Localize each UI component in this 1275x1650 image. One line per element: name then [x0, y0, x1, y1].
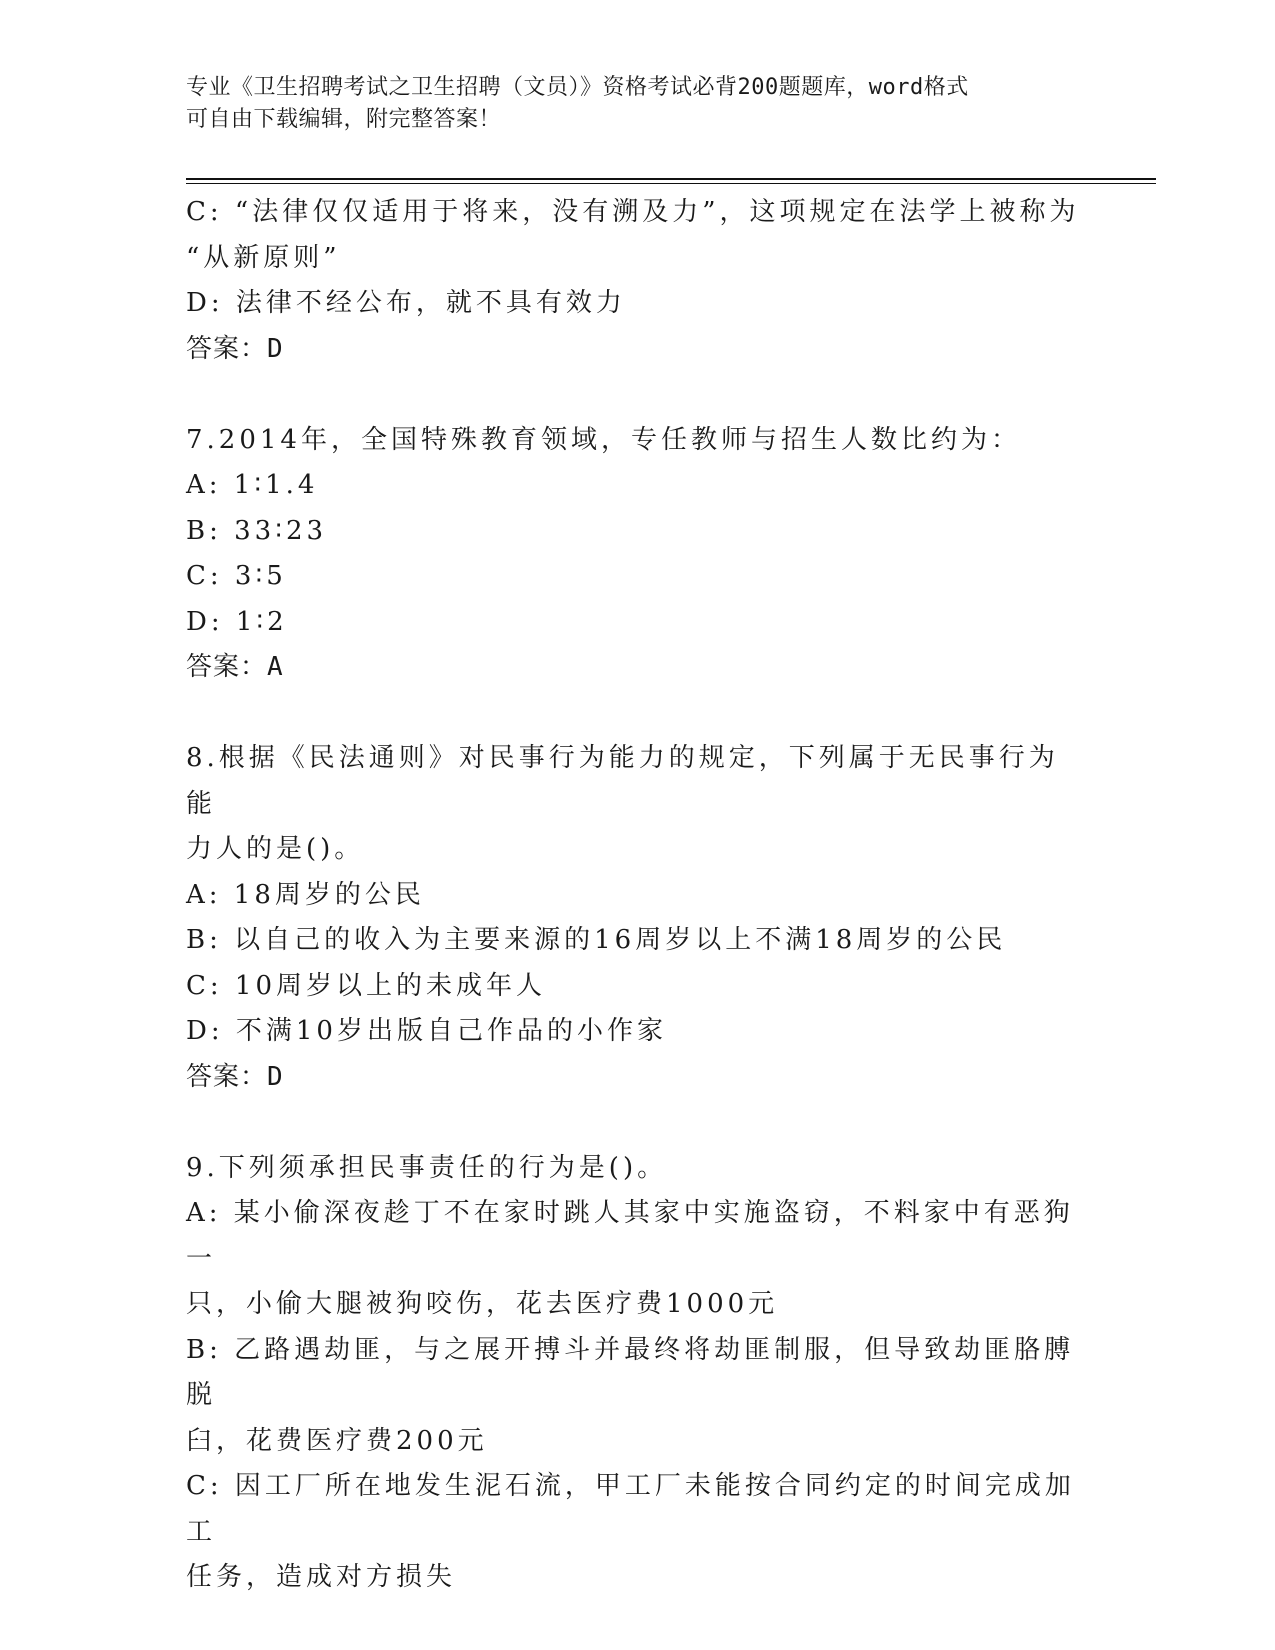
option-c-line-2: 任务，造成对方损失	[186, 1562, 457, 1592]
prev-question	[186, 190, 1086, 372]
answer: 答案：D	[186, 333, 284, 364]
header-rule-thick	[186, 178, 1156, 180]
answer: 答案：A	[186, 652, 284, 682]
spacer	[186, 691, 1086, 737]
question-stem-line-1: 8.根据《民法通则》对民事行为能力的规定，下列属于无民事行为能	[186, 743, 1059, 819]
question-stem-line-2: 力人的是()。	[186, 834, 365, 864]
option-c: C: 10周岁以上的未成年人	[186, 970, 547, 1001]
option-b: B: 以自己的收入为主要来源的16周岁以上不满18周岁的公民	[186, 925, 1007, 955]
option-a-line-1: A: 某小偷深夜趁丁不在家时跳人其家中实施盗窃，不料家中有恶狗一	[186, 1198, 1074, 1274]
option-b: B: 33∶23	[186, 515, 328, 546]
question-8	[186, 736, 1086, 1100]
document-header	[186, 72, 1086, 136]
answer: 答案：D	[186, 1061, 284, 1092]
option-d: D: 1∶2	[186, 606, 288, 637]
option-a: A: 18周岁的公民	[186, 879, 425, 910]
option-b-line-2: 臼，花费医疗费200元	[186, 1425, 488, 1456]
option-b-line-1: B: 乙路遇劫匪，与之展开搏斗并最终将劫匪制服，但导致劫匪胳膊脱	[186, 1334, 1075, 1410]
question-7	[186, 418, 1086, 691]
header-rule-thin	[186, 183, 1156, 184]
option-d: D: 不满10岁出版自己作品的小作家	[186, 1016, 667, 1046]
option-c-line-1: C: 因工厂所在地发生泥石流，甲工厂未能按合同约定的时间完成加工	[186, 1471, 1075, 1547]
question-stem: 7.2014年，全国特殊教育领域，专任教师与招生人数比约为：	[186, 424, 1021, 455]
option-c: C: 3∶5	[186, 561, 287, 591]
option-a: A: 1∶1.4	[186, 470, 319, 500]
option-c-line-2: “从新原则”	[186, 242, 341, 273]
header-line-1: 专业《卫生招聘考试之卫生招聘（文员）》资格考试必背200题题库，word格式	[186, 75, 969, 100]
header-line-2: 可自由下载编辑，附完整答案！	[186, 107, 502, 132]
spacer	[186, 1100, 1086, 1146]
question-stem: 9.下列须承担民事责任的行为是()。	[186, 1152, 668, 1183]
spacer	[186, 372, 1086, 418]
option-d: D: 法律不经公布，就不具有效力	[186, 288, 626, 318]
option-c-line-1: C: “法律仅仅适用于将来，没有溯及力”，这项规定在法学上被称为	[186, 197, 1080, 227]
question-content	[186, 190, 1086, 1601]
option-a-line-2: 只，小偷大腿被狗咬伤，花去医疗费1000元	[186, 1289, 779, 1319]
question-9	[186, 1146, 1086, 1601]
